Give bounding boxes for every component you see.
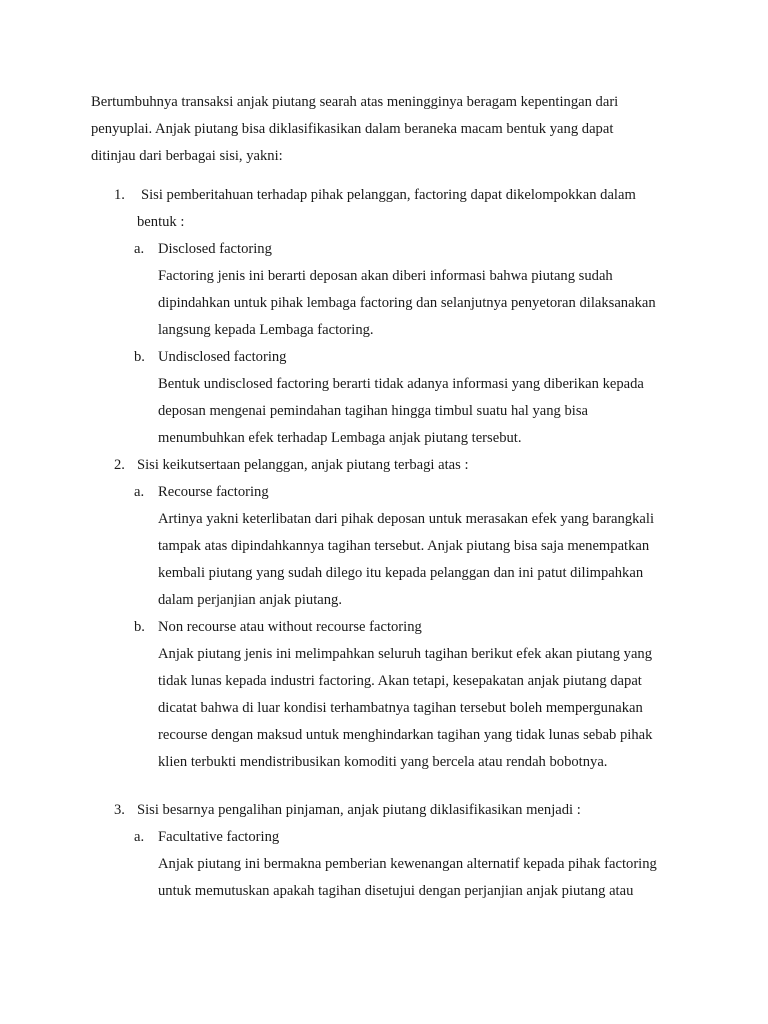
section-1	[0, 182, 768, 452]
item-title: Facultative factoring	[158, 829, 280, 845]
paragraph-line: dalam perjanjian anjak piutang.	[158, 592, 342, 608]
paragraph-line: langsung kepada Lembaga factoring.	[158, 322, 374, 338]
section-number: 2.	[114, 457, 125, 473]
item-paragraph	[158, 263, 688, 344]
item-paragraph	[158, 371, 688, 452]
item-paragraph	[158, 506, 688, 614]
item-title: Non recourse atau without recourse factoring	[158, 619, 422, 635]
paragraph-line: recourse dengan maksud untuk menghindarkan tagihan yang tidak lunas sebab pihak	[158, 727, 653, 743]
item-letter: a.	[134, 484, 145, 500]
section-number: 3.	[114, 802, 125, 818]
item-title: Recourse factoring	[158, 484, 269, 500]
paragraph-line: kembali piutang yang sudah dilego itu kepada pelanggan dan ini patut dilimpahkan	[158, 565, 644, 581]
section-3	[0, 797, 768, 905]
paragraph-line: tampak atas dipindahkannya tagihan tersebut. Anjak piutang bisa saja menempatkan	[158, 538, 650, 554]
section-2	[0, 452, 768, 776]
paragraph-line: deposan mengenai pemindahan tagihan hingga timbul suatu hal yang bisa	[158, 403, 589, 419]
paragraph-line: Anjak piutang ini bermakna pemberian kewenangan alternatif kepada pihak factoring	[158, 856, 657, 872]
item-letter: b.	[134, 349, 145, 365]
section-title: Sisi besarnya pengalihan pinjaman, anjak piutang diklasifikasikan menjadi :	[137, 802, 581, 818]
paragraph-line: Anjak piutang jenis ini melimpahkan seluruh tagihan berikut efek akan piutang yang	[158, 646, 653, 662]
paragraph-line: Bentuk undisclosed factoring berarti tidak adanya informasi yang diberikan kepada	[158, 376, 644, 392]
item-letter: b.	[134, 619, 145, 635]
intro-line: penyuplai. Anjak piutang bisa diklasifikasikan dalam beraneka macam bentuk yang dapat	[91, 121, 614, 137]
paragraph-line: menumbuhkan efek terhadap Lembaga anjak piutang tersebut.	[158, 430, 522, 446]
item-paragraph	[158, 641, 688, 776]
intro-line: Bertumbuhnya transaksi anjak piutang searah atas meningginya beragam kepentingan dari	[91, 94, 619, 110]
item-title: Disclosed factoring	[158, 241, 272, 257]
paragraph-line: Factoring jenis ini berarti deposan akan diberi informasi bahwa piutang sudah	[158, 268, 613, 284]
item-paragraph	[158, 851, 688, 905]
paragraph-line: untuk memutuskan apakah tagihan disetujui dengan perjanjian anjak piutang atau	[158, 883, 634, 899]
intro-paragraph	[91, 89, 691, 170]
intro-line: ditinjau dari berbagai sisi, yakni:	[91, 148, 283, 164]
paragraph-line: Artinya yakni keterlibatan dari pihak deposan untuk merasakan efek yang barangkali	[158, 511, 655, 527]
paragraph-line: dipindahkan untuk pihak lembaga factoring dan selanjutnya penyetoran dilaksanakan	[158, 295, 656, 311]
paragraph-line: tidak lunas kepada industri factoring. Akan tetapi, kesepakatan anjak piutang dapat	[158, 673, 642, 689]
paragraph-line: klien terbukti mendistribusikan komoditi yang bercela atau rendah bobotnya.	[158, 754, 608, 770]
item-title: Undisclosed factoring	[158, 349, 287, 365]
section-title-continued: bentuk :	[137, 214, 185, 230]
item-letter: a.	[134, 829, 145, 845]
item-letter: a.	[134, 241, 145, 257]
section-number: 1.	[114, 187, 125, 203]
section-title: Sisi keikutsertaan pelanggan, anjak piutang terbagi atas :	[137, 457, 469, 473]
section-title: Sisi pemberitahuan terhadap pihak pelanggan, factoring dapat dikelompokkan dalam	[141, 187, 636, 203]
paragraph-line: dicatat bahwa di luar kondisi terhambatnya tagihan tersebut boleh mempergunakan	[158, 700, 643, 716]
